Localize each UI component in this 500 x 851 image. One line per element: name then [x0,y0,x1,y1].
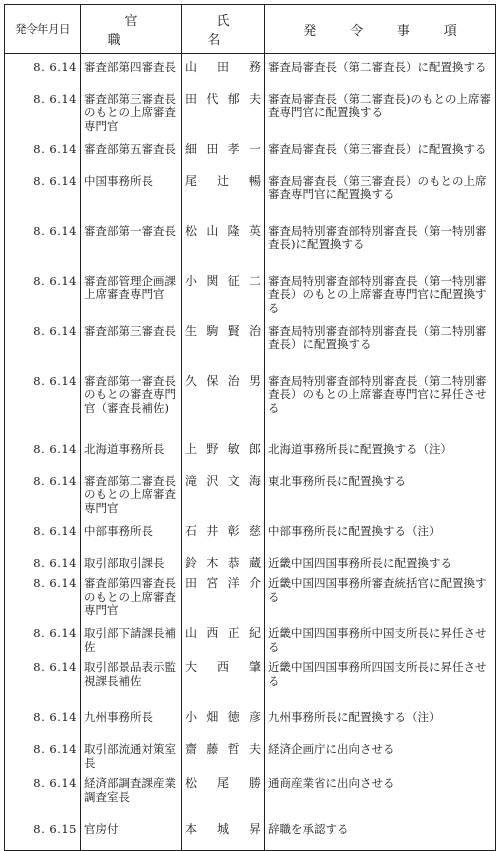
post-cell: 経済部調査課産業調査室長 [81,770,182,816]
appointment-item-cell: 東北事務所長に配置換する [265,468,496,518]
appointment-item-cell: 審査局審査長（第二審査長）に配置換する [265,54,496,86]
post-cell: 取引部流通対策室長 [81,736,182,770]
header-post: 官職 [81,5,182,54]
name-cell [182,704,265,736]
table-row [5,86,496,136]
appointment-item-cell: 審査局特別審査部特別審査長（第二特別審査長）に配置換する [265,318,496,368]
date-cell: 8. 6.14 [5,518,81,550]
appointment-item-cell: 審査局特別審査部特別審査長（第二特別審査長）のもとの上席審査専門官に昇任させる [265,368,496,436]
name-cell [182,620,265,654]
person-name: 小関征二 [185,273,261,288]
name-cell [182,570,265,620]
header-name: 氏名 [182,5,265,54]
person-name: 久保治男 [185,373,261,388]
appointment-item-cell: 中部事務所長に配置換する（注） [265,518,496,550]
table-row [5,770,496,816]
date-cell: 8. 6.14 [5,570,81,620]
table-row [5,318,496,368]
appointment-item-cell: 近畿中国四国事務所審査統括官に配置換する [265,570,496,620]
date-cell: 8. 6.14 [5,168,81,218]
post-cell: 中部事務所長 [81,518,182,550]
post-cell: 北海道事務所長 [81,436,182,468]
name-cell [182,368,265,436]
appointment-item-cell: 審査局特別審査部特別審査長（第一特別審査長)に配置換する [265,218,496,268]
post-cell: 審査部第二審査長のもとの上席審査専門官 [81,468,182,518]
table-row [5,816,496,850]
table-row [5,736,496,770]
name-cell [182,268,265,318]
table-row [5,218,496,268]
date-cell: 8. 6.14 [5,54,81,86]
person-name: 山田務 [185,60,261,74]
table-row [5,654,496,704]
post-cell: 審査部第三審査長 [81,318,182,368]
appointment-item-cell: 経済企画庁に出向させる [265,736,496,770]
appointment-item-cell: 辞職を承認する [265,816,496,850]
name-cell [182,770,265,816]
table-row [5,436,496,468]
person-name: 鈴木恭蔵 [185,555,261,570]
name-cell [182,86,265,136]
name-cell [182,318,265,368]
post-cell: 官房付 [81,816,182,850]
date-cell: 8. 6.14 [5,218,81,268]
appointment-item-cell: 近畿中国四国事務所四国支所長に昇任させる [265,654,496,704]
date-cell: 8. 6.14 [5,704,81,736]
post-cell: 審査部管理企画課上席審査専門官 [81,268,182,318]
header-item: 発令事項 [265,5,496,54]
table-row [5,368,496,436]
post-cell: 審査部第四審査長 [81,54,182,86]
table-row [5,518,496,550]
appointment-item-cell: 通商産業省に出向させる [265,770,496,816]
person-name: 細田孝一 [185,141,261,156]
person-name: 山西正紀 [185,626,261,640]
name-cell [182,736,265,770]
appointment-item-cell: 北海道事務所長に配置換する（注） [265,436,496,468]
table-row [5,136,496,168]
post-cell: 九州事務所長 [81,704,182,736]
appointment-item-cell: 審査局審査長（第二審査長)のもとの上席審査専門官に配置換する [265,86,496,136]
person-name: 田宮洋介 [185,576,261,590]
date-cell: 8. 6.14 [5,268,81,318]
name-cell [182,54,265,86]
person-name: 上野敏郎 [185,441,261,456]
date-cell: 8. 6.14 [5,468,81,518]
person-name: 松尾勝 [185,776,261,790]
name-cell [182,654,265,704]
date-cell: 8. 6.14 [5,436,81,468]
date-cell: 8. 6.14 [5,368,81,436]
table-row [5,620,496,654]
table-body [5,54,496,851]
table-header [5,5,496,54]
person-name: 田代郁夫 [185,91,261,106]
date-cell: 8. 6.14 [5,86,81,136]
name-cell [182,816,265,850]
name-cell [182,436,265,468]
date-cell: 8. 6.15 [5,816,81,850]
person-name: 松山隆英 [185,223,261,238]
date-cell: 8. 6.14 [5,318,81,368]
post-cell: 審査部第一審査長のもとの審査専門官（審査長補佐) [81,368,182,436]
post-cell: 審査部第一審査長 [81,218,182,268]
table-row [5,168,496,218]
person-name: 大西肇 [185,660,261,674]
name-cell [182,518,265,550]
person-name: 石井彰慈 [185,523,261,538]
name-cell [182,218,265,268]
person-name: 生駒賢治 [185,323,261,338]
table-row [5,468,496,518]
header-date: 発令年月日 [5,5,81,54]
table-row [5,550,496,571]
name-cell [182,550,265,571]
personnel-appointments-table [4,4,496,851]
table-row [5,570,496,620]
date-cell: 8. 6.14 [5,736,81,770]
person-name: 齋藤哲夫 [185,742,261,756]
name-cell [182,468,265,518]
name-cell [182,136,265,168]
date-cell: 8. 6.14 [5,654,81,704]
table-row [5,54,496,86]
appointment-item-cell: 近畿中国四国事務所長に配置換する [265,550,496,571]
post-cell: 中国事務所長 [81,168,182,218]
date-cell: 8. 6.14 [5,136,81,168]
table-row [5,704,496,736]
header-row [5,5,496,54]
appointment-item-cell: 審査局審査長（第三審査長）に配置換する [265,136,496,168]
date-cell: 8. 6.14 [5,550,81,571]
table-row [5,268,496,318]
person-name: 本城昇 [185,822,261,836]
person-name: 尾辻暢 [185,173,261,188]
post-cell: 審査部第五審査長 [81,136,182,168]
appointment-item-cell: 近畿中国四国事務所中国支所長に昇任させる [265,620,496,654]
appointment-item-cell: 審査局審査長（第三審査長）のもとの上席審査専門官に配置換する [265,168,496,218]
post-cell: 取引部取引課長 [81,550,182,571]
post-cell: 審査部第三審査長のもとの上席審査専門官 [81,86,182,136]
person-name: 滝沢文海 [185,473,261,488]
appointment-item-cell: 九州事務所長に配置換する（注） [265,704,496,736]
post-cell: 取引部下請課長補佐 [81,620,182,654]
name-cell [182,168,265,218]
person-name: 小畑徳彦 [185,710,261,724]
post-cell: 取引部景品表示監視課長補佐 [81,654,182,704]
date-cell: 8. 6.14 [5,620,81,654]
date-cell: 8. 6.14 [5,770,81,816]
post-cell: 審査部第四審査長のもとの上席審査専門官 [81,570,182,620]
appointment-item-cell: 審査局特別審査部特別審査長（第一特別審査長）のもとの上席審査専門官に配置換する [265,268,496,318]
